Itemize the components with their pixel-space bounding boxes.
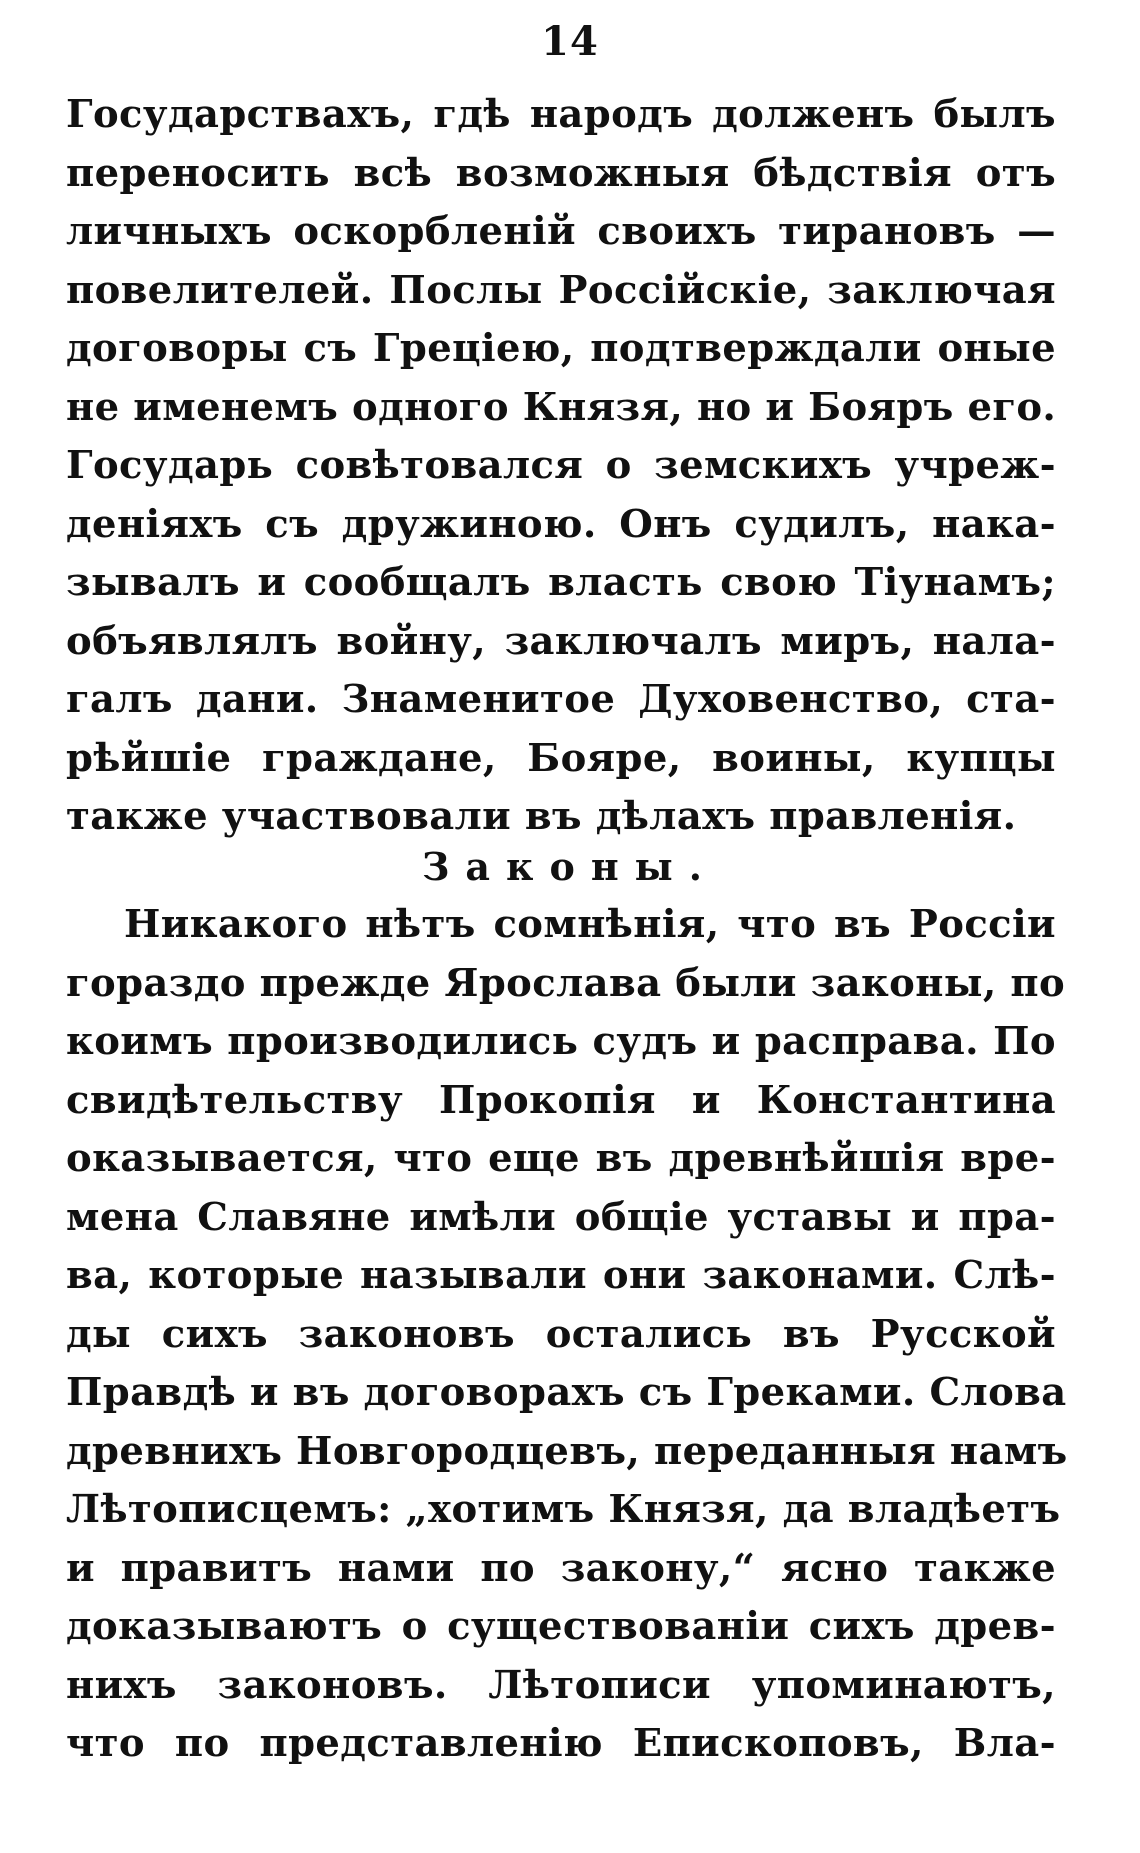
text-line: также участвовали въ дѣлахъ правленія. [66,794,1017,839]
text-line: Правдѣ и въ договорахъ съ Греками. Слова [66,1370,1067,1415]
text-line: ва, которые называли они законами. Слѣ- [66,1253,1056,1298]
text-line: доказываютъ о существованіи сихъ древ- [66,1604,1056,1649]
text-line: коимъ производились судъ и расправа. По [66,1019,1056,1064]
text-line: Государь совѣтовался о земскихъ учреж- [66,443,1056,488]
text-line: нихъ законовъ. Лѣтописи упоминаютъ, [66,1662,1056,1708]
text-line: Государствахъ, гдѣ народъ долженъ былъ [66,92,1056,137]
page-number: 14 [541,18,599,65]
text-line: договоры съ Греціею, подтверждали оные [66,326,1056,371]
text-line: Никакого нѣтъ сомнѣнія, что въ Россіи [124,902,1056,947]
text-line: и правитъ нами по закону,“ ясно также [66,1545,1056,1591]
text-line: мена Славяне имѣли общіе уставы и пра- [66,1194,1056,1240]
text-line: деніяхъ съ дружиною. Онъ судилъ, нака- [66,501,1056,547]
text-line: личныхъ оскорбленій своихъ тирановъ — [66,209,1056,254]
paragraph-1 [66,86,1056,847]
paragraph-2 [66,896,1068,1774]
text-line: что по представленію Епископовъ, Вла- [66,1721,1056,1766]
text-line: переносить всѣ возможныя бѣдствія отъ [66,150,1056,196]
text-line: объявлялъ войну, заключалъ миръ, нала- [66,618,1056,664]
text-line: рѣйшіе граждане, Бояре, воины, купцы [66,735,1056,781]
text-line: повелителей. Послы Россійскіе, заключая [66,267,1056,313]
text-line: Лѣтописцемъ: „хотимъ Князя, да владѣетъ [66,1487,1061,1532]
text-line: оказывается, что еще въ древнѣйшія вре- [66,1136,1056,1181]
text-line: не именемъ одного Князя, но и Бояръ его. [66,384,1057,430]
text-line: древнихъ Новгородцевъ, переданныя намъ [66,1428,1068,1474]
text-line: галъ дани. Знаменитое Духовенство, ста- [66,677,1056,722]
section-heading: Законы. [422,844,718,889]
text-line: ды сихъ законовъ остались въ Русской [66,1311,1056,1357]
text-line: свидѣтельству Прокопія и Константина [66,1077,1056,1123]
text-line: зывалъ и сообщалъ власть свою Тіунамъ; [66,560,1056,605]
text-line: гораздо прежде Ярослава были законы, по [66,960,1066,1006]
